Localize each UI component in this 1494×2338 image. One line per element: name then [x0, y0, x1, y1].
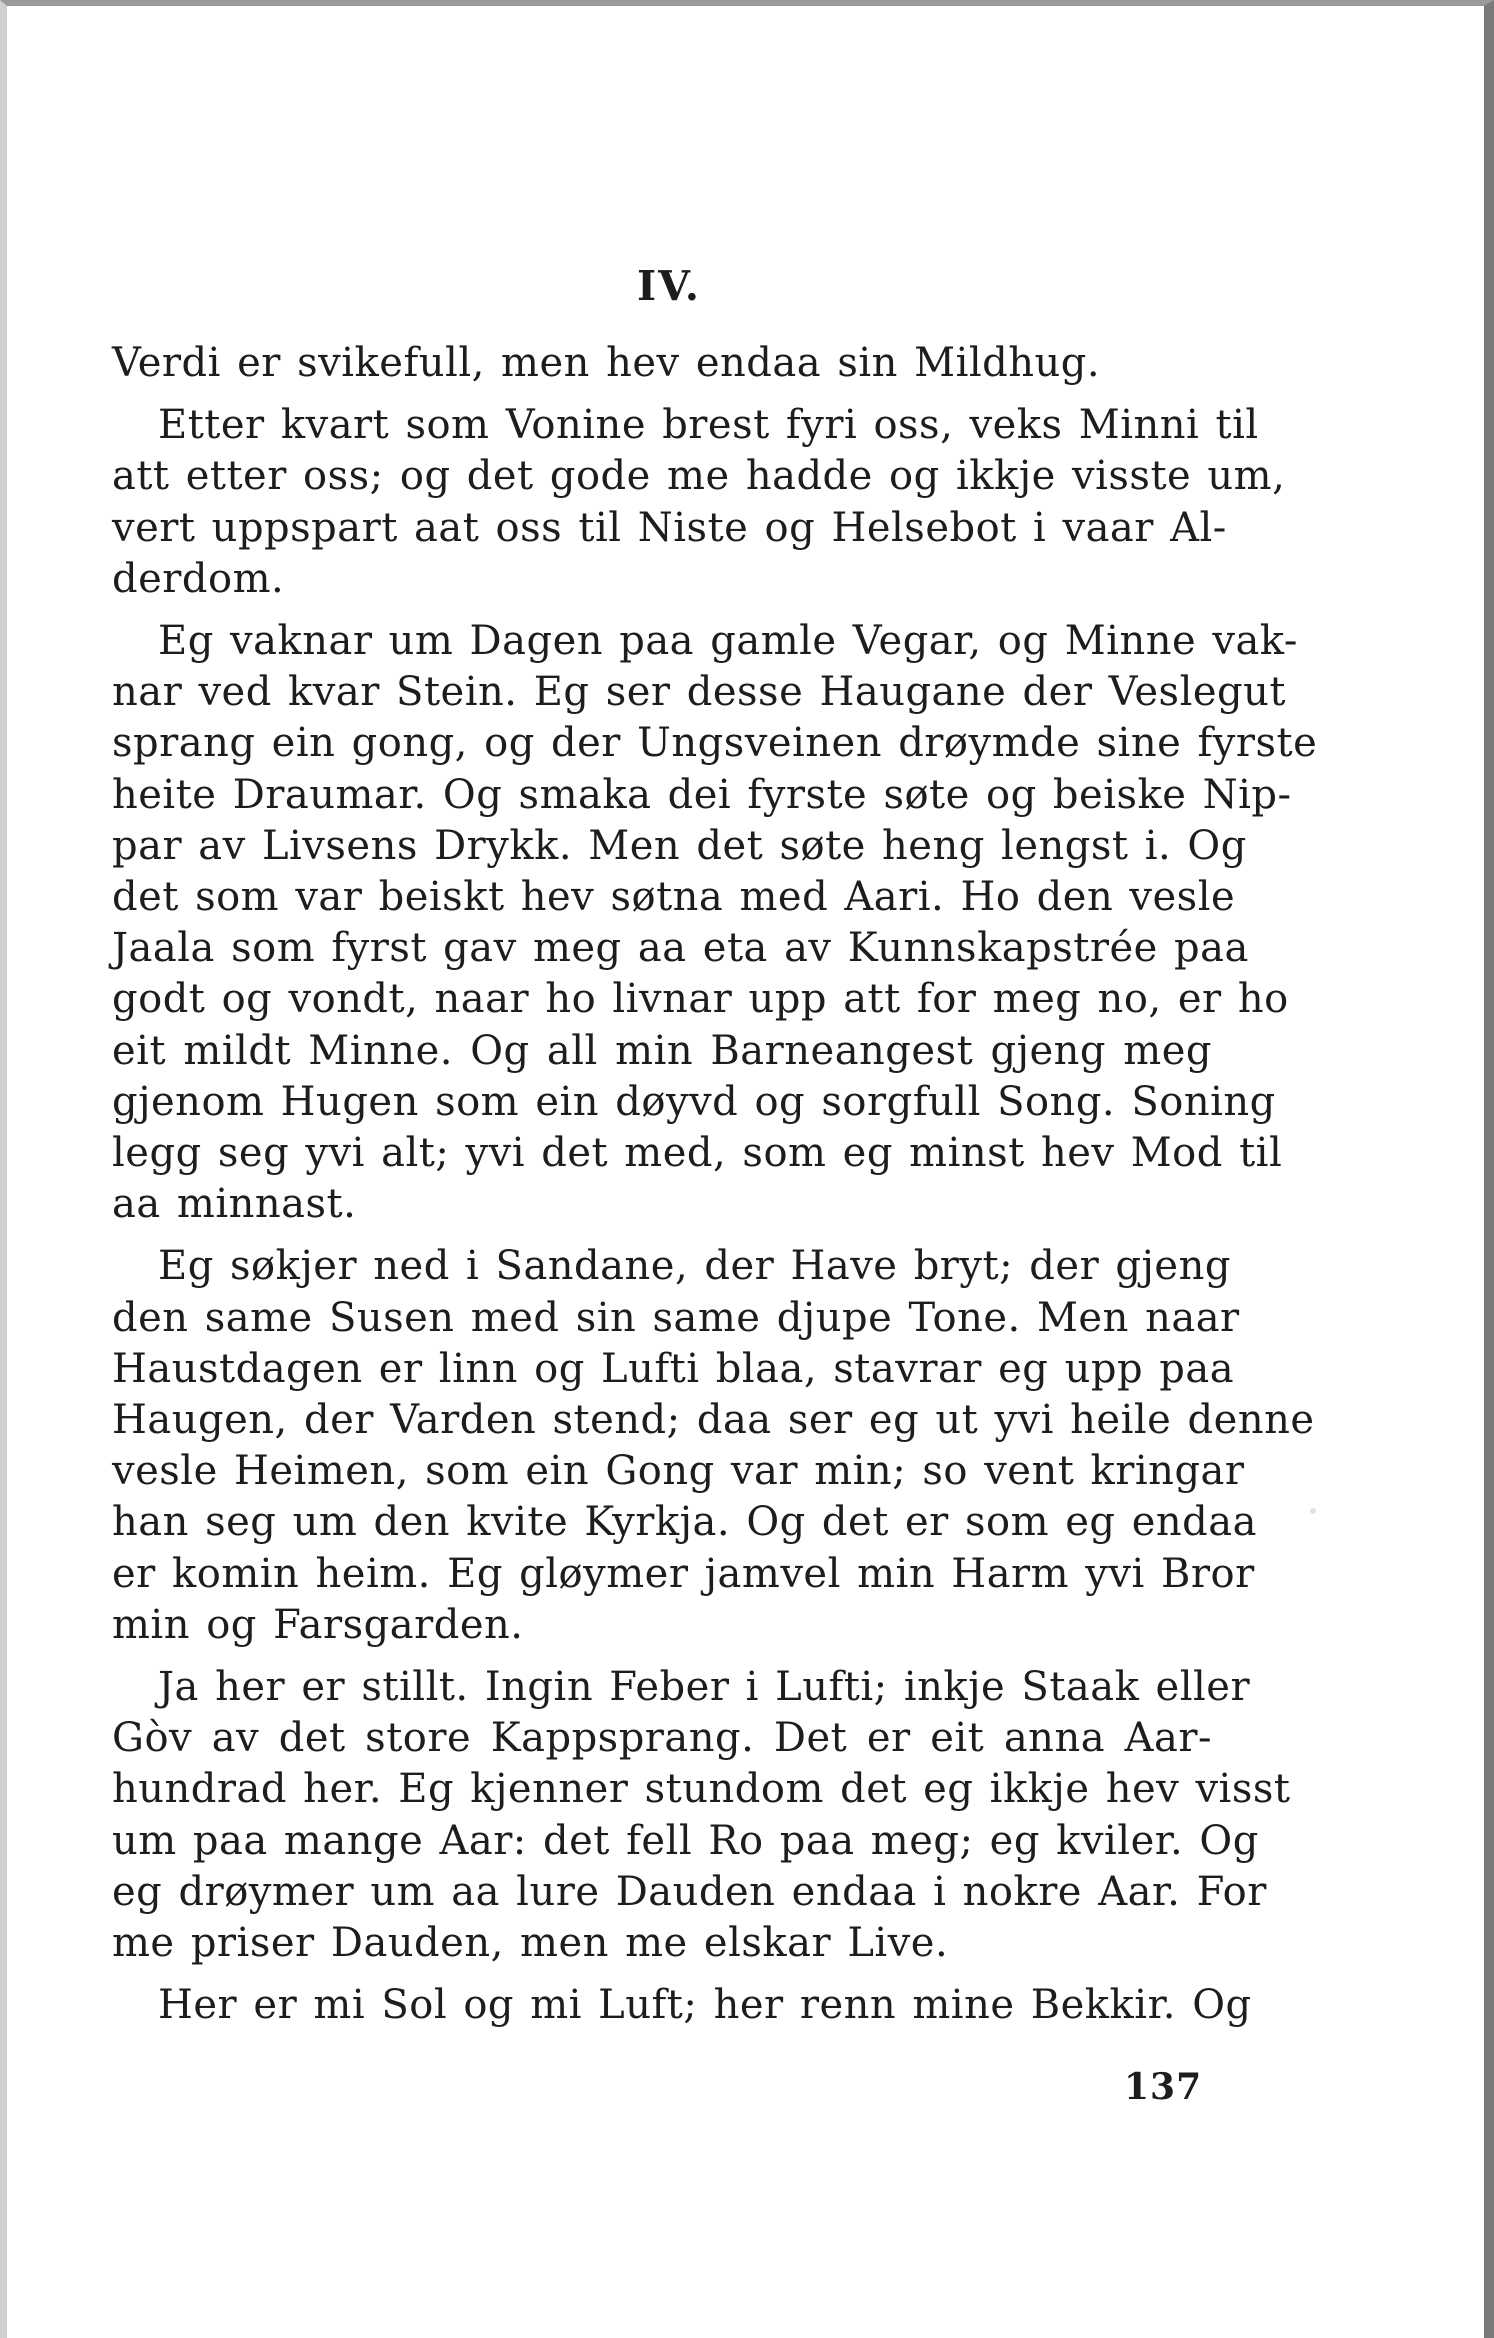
text-line: Ja her er stillt. Ingin Feber i Lufti; inkje Staak eller [158, 1664, 1251, 1711]
paragraph [112, 1241, 1315, 1651]
paragraph [112, 616, 1318, 1230]
text-line: Her er mi Sol og mi Luft; her renn mine Bekkir. Og [158, 1982, 1252, 2029]
paragraph [112, 1980, 1252, 2031]
text-line: heite Draumar. Og smaka dei fyrste søte og beiske Nip- [112, 771, 1292, 818]
text-line: vert uppspart aat oss til Niste og Helsebot i vaar Al- [112, 504, 1227, 551]
text-line: hundrad her. Eg kjenner stundom det eg ikkje hev visst [112, 1766, 1291, 1813]
section-heading: IV. [636, 262, 702, 310]
text-line: sprang ein gong, og der Ungsveinen drøymde sine fyrste [112, 720, 1318, 767]
text-line: Eg søkjer ned i Sandane, der Have bryt; der gjeng [158, 1243, 1231, 1290]
text-line: eg drøymer um aa lure Dauden endaa i nokre Aar. For [112, 1868, 1267, 1915]
text-line: Haugen, der Varden stend; daa ser eg ut yvi heile denne [112, 1397, 1315, 1444]
page-body [112, 262, 1318, 2043]
text-line: eit mildt Minne. Og all min Barneangest gjeng meg [112, 1027, 1212, 1074]
text-line: han seg um den kvite Kyrkja. Og det er som eg endaa [112, 1499, 1257, 1546]
text-line: er komin heim. Eg gløymer jamvel min Harm yvi Bror [112, 1550, 1255, 1597]
body-text [112, 338, 1318, 2032]
text-line: Eg vaknar um Dagen paa gamle Vegar, og Minne vak- [158, 618, 1298, 665]
text-line: nar ved kvar Stein. Eg ser desse Haugane der Veslegut [112, 669, 1286, 716]
text-line: den same Susen med sin same djupe Tone. Men naar [112, 1294, 1240, 1341]
text-line: Jaala som fyrst gav meg aa eta av Kunnskapstrée paa [112, 925, 1249, 972]
paragraph [112, 400, 1286, 605]
text-line: Verdi er svikefull, men hev endaa sin Mildhug. [112, 340, 1101, 386]
paper-speck [1310, 1508, 1316, 1514]
paragraph [112, 338, 1212, 389]
text-line: legg seg yvi alt; yvi det med, som eg minst hev Mod til [112, 1130, 1283, 1177]
text-line: par av Livsens Drykk. Men det søte heng lengst i. Og [112, 822, 1247, 869]
text-line: min og Farsgarden. [112, 1601, 524, 1648]
page-number: 137 [1124, 2066, 1203, 2108]
text-line: godt og vondt, naar ho livnar upp att for meg no, er ho [112, 976, 1289, 1023]
text-line: gjenom Hugen som ein døyvd og sorgfull Song. Soning [112, 1078, 1276, 1125]
text-line: um paa mange Aar: det fell Ro paa meg; eg kviler. Og [112, 1817, 1259, 1864]
text-line: att etter oss; og det gode me hadde og ikkje visste um, [112, 453, 1286, 500]
text-line: Etter kvart som Vonine brest fyri oss, veks Minni til [158, 402, 1259, 449]
text-line: Gòv av det store Kappsprang. Det er eit anna Aar- [112, 1715, 1212, 1762]
text-line: derdom. [112, 555, 285, 602]
text-line: aa minnast. [112, 1181, 357, 1228]
text-line: me priser Dauden, men me elskar Live. [112, 1920, 949, 1967]
paragraph [112, 1662, 1291, 1969]
text-line: vesle Heimen, som ein Gong var min; so vent kringar [112, 1448, 1245, 1495]
text-line: Haustdagen er linn og Lufti blaa, stavrar eg upp paa [112, 1345, 1235, 1392]
text-line: det som var beiskt hev søtna med Aari. Ho den vesle [112, 874, 1236, 921]
